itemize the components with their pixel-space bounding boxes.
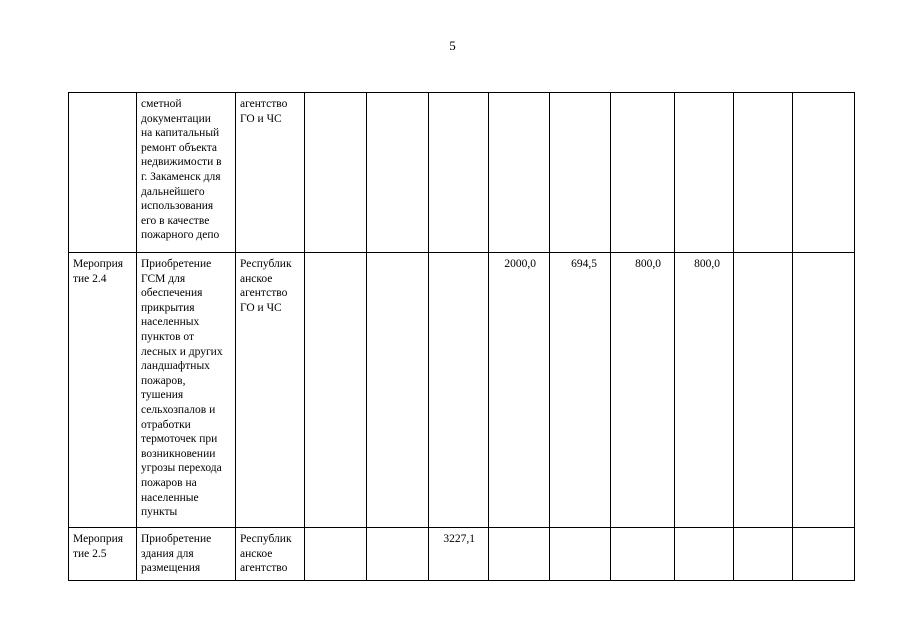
cell-value [489, 528, 550, 581]
cell-value [367, 528, 429, 581]
cell-value [675, 93, 734, 253]
cell-value [305, 253, 367, 528]
cell-value [734, 528, 793, 581]
cell-executor: Республик анское агентство ГО и ЧС [236, 253, 305, 528]
cell-value: 800,0 [611, 253, 675, 528]
cell-name: Приобретение ГСМ для обеспечения прикрытия населенных пунктов от лесных и других ландшафтных пожаров, тушения сельхозпалов и отработки термоточек при возникновении угрозы перехода пожаров на населенные пункты [137, 253, 236, 528]
cell-value: 800,0 [675, 253, 734, 528]
cell-value [489, 93, 550, 253]
cell-value [305, 93, 367, 253]
cell-value [793, 528, 855, 581]
table-row [69, 253, 855, 528]
cell-value [734, 253, 793, 528]
cell-value [367, 93, 429, 253]
cell-id: Мероприя тие 2.5 [69, 528, 137, 581]
cell-name: Приобретение здания для размещения [137, 528, 236, 581]
cell-id: Мероприя тие 2.4 [69, 253, 137, 528]
cell-value [550, 93, 611, 253]
cell-value [675, 528, 734, 581]
page-number: 5 [449, 38, 456, 53]
cell-id [69, 93, 137, 253]
cell-value [429, 253, 489, 528]
cell-value [550, 528, 611, 581]
cell-executor: агентство ГО и ЧС [236, 93, 305, 253]
table-row [69, 93, 855, 253]
cell-value [429, 93, 489, 253]
cell-value [793, 253, 855, 528]
cell-value: 694,5 [550, 253, 611, 528]
cell-value [734, 93, 793, 253]
table-row [69, 528, 855, 581]
cell-name: сметной документации на капитальный ремонт объекта недвижимости в г. Закаменск для дальнейшего использования его в качестве пожарного депо [137, 93, 236, 253]
cell-value [367, 253, 429, 528]
cell-value [611, 528, 675, 581]
budget-table [68, 92, 855, 581]
cell-value [611, 93, 675, 253]
cell-value [305, 528, 367, 581]
cell-value [793, 93, 855, 253]
cell-executor: Республик анское агентство [236, 528, 305, 581]
cell-value: 3227,1 [429, 528, 489, 581]
cell-value: 2000,0 [489, 253, 550, 528]
